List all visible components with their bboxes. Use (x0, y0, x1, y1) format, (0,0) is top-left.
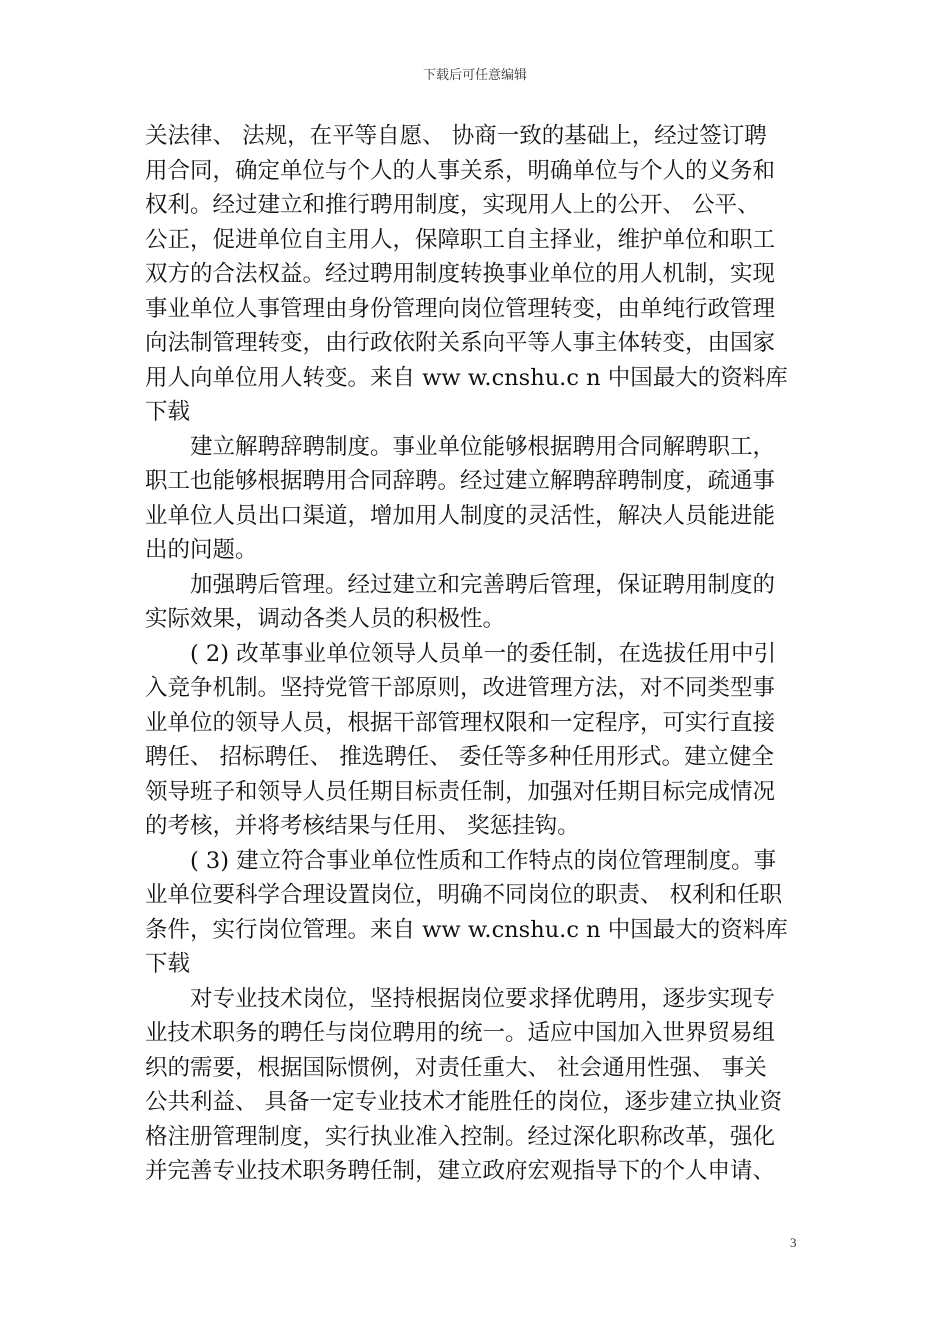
document-body (145, 119, 807, 1189)
text-line: 的考核，并将考核结果与任用、 奖惩挂钩。 (145, 813, 580, 839)
text-line: 下载 (145, 399, 191, 425)
text-line: 向法制管理转变，由行政依附关系向平等人事主体转变，由国家 (145, 330, 776, 356)
text-line: 关法律、 法规，在平等自愿、 协商一致的基础上，经过签订聘 (145, 123, 767, 149)
paragraph (145, 982, 807, 1189)
text-line: ( 2) 改革事业单位领导人员单一的委任制，在选拔任用中引 (190, 640, 777, 667)
text-line: 下载 (145, 951, 191, 977)
paragraph (145, 568, 807, 637)
text-line: 织的需要，根据国际惯例，对责任重大、 社会通用性强、 事关 (145, 1054, 767, 1081)
text-line: 出的问题。 (145, 537, 258, 563)
text-line: 格注册管理制度，实行执业准入控制。经过深化职称改革，强化 (145, 1123, 776, 1150)
text-line: 业单位要科学合理设置岗位，明确不同岗位的职责、 权利和任职 (145, 882, 783, 908)
text-line: 公共利益、 具备一定专业技术才能胜任的岗位，逐步建立执业资 (145, 1089, 783, 1115)
text-line: 聘任、 招标聘任、 推选聘任、 委任等多种任用形式。建立健全 (145, 744, 774, 770)
paragraph (145, 119, 807, 430)
paragraph (145, 430, 807, 568)
text-line: 权利。经过建立和推行聘用制度，实现用人上的公开、 公平、 (145, 192, 760, 218)
page-number: 3 (790, 1235, 797, 1250)
text-line: 并完善专业技术职务聘任制，建立政府宏观指导下的个人申请、 (145, 1158, 776, 1184)
text-line: 事业单位人事管理由身份管理向岗位管理转变，由单纯行政管理 (145, 295, 776, 322)
text-line: 条件，实行岗位管理。来自 ww w.cnshu.c n 中国最大的资料库 (145, 916, 788, 943)
text-line: 公正，促进单位自主用人，保障职工自主择业，维护单位和职工 (145, 226, 776, 253)
text-line: 双方的合法权益。经过聘用制度转换事业单位的用人机制，实现 (145, 261, 776, 287)
text-line: 用人向单位用人转变。来自 ww w.cnshu.c n 中国最大的资料库 (145, 364, 788, 391)
text-line: 领导班子和领导人员任期目标责任制，加强对任期目标完成情况 (145, 778, 776, 805)
text-line: 职工也能够根据聘用合同辞聘。经过建立解聘辞聘制度，疏通事 (145, 468, 776, 494)
text-line: 对专业技术岗位，坚持根据岗位要求择优聘用，逐步实现专 (190, 985, 776, 1012)
paragraph (145, 844, 807, 982)
text-line: 加强聘后管理。经过建立和完善聘后管理，保证聘用制度的 (190, 571, 776, 598)
text-line: 业单位人员出口渠道，增加用人制度的灵活性，解决人员能进能 (145, 502, 776, 529)
text-line: 入竞争机制。坚持党管干部原则，改进管理方法，对不同类型事 (145, 675, 776, 701)
text-line: 用合同，确定单位与个人的人事关系，明确单位与个人的义务和 (145, 157, 776, 184)
text-line: 业单位的领导人员，根据干部管理权限和一定程序，可实行直接 (145, 709, 776, 736)
page-header: 下载后可任意编辑 (422, 68, 527, 83)
text-line: 实际效果，调动各类人员的积极性。 (145, 606, 506, 632)
text-line: 建立解聘辞聘制度。事业单位能够根据聘用合同解聘职工， (190, 433, 776, 460)
paragraph (145, 637, 807, 844)
text-line: 业技术职务的聘任与岗位聘用的统一。适应中国加入世界贸易组 (145, 1020, 776, 1046)
text-line: ( 3) 建立符合事业单位性质和工作特点的岗位管理制度。事 (190, 847, 777, 874)
